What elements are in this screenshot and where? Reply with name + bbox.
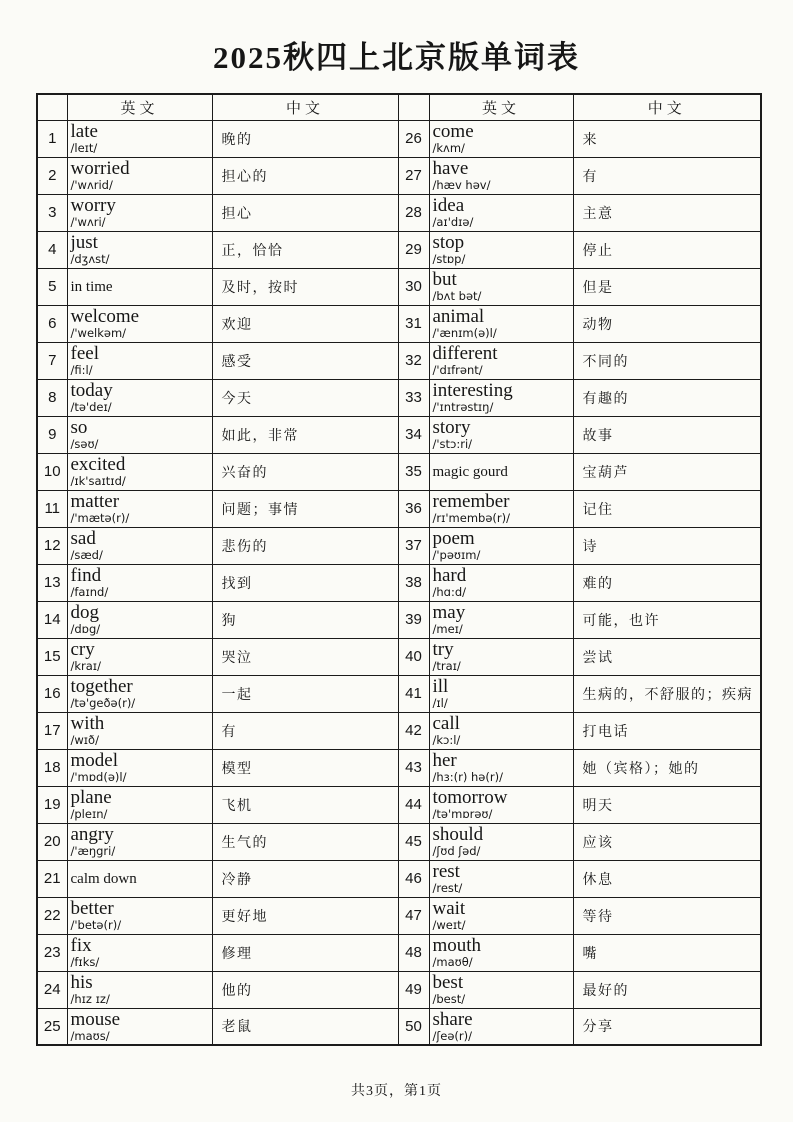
phonetic: /'ænɪm(ə)l/ — [432, 325, 497, 340]
chinese-meaning: 今天 — [212, 379, 398, 416]
chinese-meaning: 应该 — [573, 823, 761, 860]
english-cell — [67, 231, 212, 268]
english-word: today — [70, 379, 113, 401]
chinese-meaning: 找到 — [212, 564, 398, 601]
phonetic: /maʊθ/ — [432, 954, 473, 969]
table-row — [37, 379, 761, 416]
english-cell — [67, 897, 212, 934]
chinese-meaning: 他的 — [212, 971, 398, 1008]
table-row — [37, 712, 761, 749]
english-cell — [67, 638, 212, 675]
phonetic: /maʊs/ — [70, 1028, 110, 1043]
chinese-meaning: 及时，按时 — [212, 268, 398, 305]
english-cell — [67, 268, 212, 305]
chinese-meaning: 有 — [212, 712, 398, 749]
english-cell — [67, 786, 212, 823]
chinese-meaning: 兴奋的 — [212, 453, 398, 490]
english-word: just — [70, 231, 98, 253]
row-number: 40 — [398, 638, 429, 675]
row-number: 20 — [37, 823, 67, 860]
phonetic: /'wʌrid/ — [70, 177, 113, 192]
phonetic: /ɪl/ — [432, 695, 448, 710]
row-number: 11 — [37, 490, 67, 527]
chinese-meaning: 故事 — [573, 416, 761, 453]
phonetic: /meɪ/ — [432, 621, 463, 636]
phonetic: /'pəʊɪm/ — [432, 547, 481, 562]
english-cell — [429, 305, 573, 342]
phonetic: /'ɪntrəstɪŋ/ — [432, 399, 494, 414]
phonetic: /pleɪn/ — [70, 806, 108, 821]
english-word: fix — [70, 934, 92, 956]
english-cell — [429, 638, 573, 675]
phonetic: /kraɪ/ — [70, 658, 101, 673]
english-cell — [429, 860, 573, 897]
header-english-left: 英文 — [67, 94, 212, 120]
row-number: 24 — [37, 971, 67, 1008]
row-number: 44 — [398, 786, 429, 823]
phonetic: /stɒp/ — [432, 251, 466, 266]
english-word: have — [432, 157, 469, 179]
english-word: in time — [70, 278, 113, 295]
english-cell — [67, 1008, 212, 1045]
chinese-meaning: 不同的 — [573, 342, 761, 379]
row-number: 21 — [37, 860, 67, 897]
row-number: 29 — [398, 231, 429, 268]
english-cell — [429, 897, 573, 934]
english-word: hard — [432, 564, 467, 586]
english-cell — [67, 305, 212, 342]
phonetic: /tə'geðə(r)/ — [70, 695, 136, 710]
chinese-meaning: 来 — [573, 120, 761, 157]
english-cell — [429, 379, 573, 416]
table-row — [37, 823, 761, 860]
chinese-meaning: 但是 — [573, 268, 761, 305]
row-number: 31 — [398, 305, 429, 342]
english-word: cry — [70, 638, 95, 660]
english-word: magic gourd — [432, 463, 508, 480]
english-cell — [429, 564, 573, 601]
phonetic: /tə'mɒrəʊ/ — [432, 806, 493, 821]
phonetic: /'stɔ:ri/ — [432, 436, 473, 451]
phonetic: /bʌt bət/ — [432, 288, 482, 303]
english-word: remember — [432, 490, 510, 512]
header-chinese-left: 中文 — [212, 94, 398, 120]
phonetic: /sæd/ — [70, 547, 103, 562]
english-cell — [429, 934, 573, 971]
chinese-meaning: 更好地 — [212, 897, 398, 934]
chinese-meaning: 记住 — [573, 490, 761, 527]
row-number: 18 — [37, 749, 67, 786]
english-word: tomorrow — [432, 786, 508, 808]
phonetic: /rɪ'membə(r)/ — [432, 510, 510, 525]
english-word: different — [432, 342, 498, 364]
english-cell — [429, 786, 573, 823]
row-number: 17 — [37, 712, 67, 749]
english-cell — [67, 453, 212, 490]
chinese-meaning: 难的 — [573, 564, 761, 601]
english-word: stop — [432, 231, 465, 253]
table-row — [37, 638, 761, 675]
row-number: 49 — [398, 971, 429, 1008]
row-number: 22 — [37, 897, 67, 934]
table-row — [37, 157, 761, 194]
table-row — [37, 305, 761, 342]
row-number: 28 — [398, 194, 429, 231]
english-word: call — [432, 712, 460, 734]
english-cell — [67, 120, 212, 157]
english-word: rest — [432, 860, 460, 882]
chinese-meaning: 动物 — [573, 305, 761, 342]
english-cell — [67, 712, 212, 749]
english-word: best — [432, 971, 464, 993]
english-cell — [429, 453, 573, 490]
english-cell — [67, 971, 212, 1008]
english-cell — [67, 157, 212, 194]
chinese-meaning: 嘴 — [573, 934, 761, 971]
row-number: 50 — [398, 1008, 429, 1045]
table-row — [37, 749, 761, 786]
phonetic: /hɜ:(r) hə(r)/ — [432, 769, 503, 784]
chinese-meaning: 担心 — [212, 194, 398, 231]
english-word: together — [70, 675, 133, 697]
row-number: 36 — [398, 490, 429, 527]
english-cell — [429, 490, 573, 527]
row-number: 41 — [398, 675, 429, 712]
phonetic: /weɪt/ — [432, 917, 466, 932]
english-cell — [67, 675, 212, 712]
english-word: dog — [70, 601, 99, 623]
phonetic: /ʃeə(r)/ — [432, 1028, 472, 1043]
table-row — [37, 786, 761, 823]
chinese-meaning: 晚的 — [212, 120, 398, 157]
table-row — [37, 342, 761, 379]
table-row — [37, 231, 761, 268]
table-row — [37, 120, 761, 157]
row-number: 48 — [398, 934, 429, 971]
chinese-meaning: 生病的，不舒服的；疾病 — [573, 675, 761, 712]
word-table-body — [37, 120, 761, 1045]
phonetic: /'dɪfrənt/ — [432, 362, 483, 377]
chinese-meaning: 主意 — [573, 194, 761, 231]
english-word: with — [70, 712, 105, 734]
english-word: mouse — [70, 1008, 121, 1030]
row-number: 14 — [37, 601, 67, 638]
english-word: try — [432, 638, 454, 660]
english-word: but — [432, 268, 457, 290]
english-word: excited — [70, 453, 126, 475]
phonetic: /fi:l/ — [70, 362, 93, 377]
english-cell — [429, 527, 573, 564]
table-row — [37, 1008, 761, 1045]
row-number: 38 — [398, 564, 429, 601]
english-word: may — [432, 601, 466, 623]
phonetic: /səʊ/ — [70, 436, 99, 451]
row-number: 19 — [37, 786, 67, 823]
english-cell — [67, 934, 212, 971]
phonetic: /'mɒd(ə)l/ — [70, 769, 127, 784]
row-number: 15 — [37, 638, 67, 675]
english-cell — [67, 342, 212, 379]
table-row — [37, 527, 761, 564]
english-word: story — [432, 416, 471, 438]
chinese-meaning: 冷静 — [212, 860, 398, 897]
english-word: sad — [70, 527, 96, 549]
english-cell — [429, 416, 573, 453]
english-cell — [429, 231, 573, 268]
english-word: come — [432, 120, 474, 142]
chinese-meaning: 老鼠 — [212, 1008, 398, 1045]
english-cell — [429, 268, 573, 305]
phonetic: /kɔ:l/ — [432, 732, 461, 747]
english-cell — [429, 120, 573, 157]
english-word: angry — [70, 823, 114, 845]
english-word: matter — [70, 490, 120, 512]
english-word: share — [432, 1008, 473, 1030]
english-word: mouth — [432, 934, 482, 956]
header-blank-left — [37, 94, 67, 120]
english-word: better — [70, 897, 114, 919]
row-number: 26 — [398, 120, 429, 157]
english-word: interesting — [432, 379, 513, 401]
phonetic: /ɪk'saɪtɪd/ — [70, 473, 126, 488]
phonetic: /hɪz ɪz/ — [70, 991, 110, 1006]
chinese-meaning: 模型 — [212, 749, 398, 786]
row-number: 34 — [398, 416, 429, 453]
row-number: 25 — [37, 1008, 67, 1045]
row-number: 16 — [37, 675, 67, 712]
english-word: ill — [432, 675, 449, 697]
english-cell — [67, 749, 212, 786]
row-number: 33 — [398, 379, 429, 416]
chinese-meaning: 悲伤的 — [212, 527, 398, 564]
phonetic: /'wʌri/ — [70, 214, 106, 229]
row-number: 13 — [37, 564, 67, 601]
english-cell — [429, 194, 573, 231]
row-number: 8 — [37, 379, 67, 416]
phonetic: /hæv həv/ — [432, 177, 491, 192]
phonetic: /kʌm/ — [432, 140, 465, 155]
english-word: animal — [432, 305, 485, 327]
english-word: idea — [432, 194, 465, 216]
chinese-meaning: 担心的 — [212, 157, 398, 194]
phonetic: /'betə(r)/ — [70, 917, 122, 932]
english-word: poem — [432, 527, 475, 549]
phonetic: /rest/ — [432, 880, 463, 895]
phonetic: /fɪks/ — [70, 954, 100, 969]
row-number: 1 — [37, 120, 67, 157]
table-row — [37, 897, 761, 934]
row-number: 10 — [37, 453, 67, 490]
header-chinese-right: 中文 — [573, 94, 761, 120]
chinese-meaning: 一起 — [212, 675, 398, 712]
chinese-meaning: 狗 — [212, 601, 398, 638]
header-english-right: 英文 — [429, 94, 573, 120]
row-number: 12 — [37, 527, 67, 564]
english-cell — [429, 823, 573, 860]
english-cell — [67, 823, 212, 860]
table-row — [37, 860, 761, 897]
english-cell — [429, 712, 573, 749]
chinese-meaning: 如此，非常 — [212, 416, 398, 453]
row-number: 42 — [398, 712, 429, 749]
row-number: 39 — [398, 601, 429, 638]
table-row — [37, 675, 761, 712]
chinese-meaning: 停止 — [573, 231, 761, 268]
phonetic: /aɪ'dɪə/ — [432, 214, 474, 229]
english-cell — [429, 1008, 573, 1045]
english-cell — [67, 601, 212, 638]
english-word: wait — [432, 897, 466, 919]
table-row — [37, 490, 761, 527]
phonetic: /dʒʌst/ — [70, 251, 110, 266]
row-number: 4 — [37, 231, 67, 268]
row-number: 5 — [37, 268, 67, 305]
chinese-meaning: 欢迎 — [212, 305, 398, 342]
chinese-meaning: 感受 — [212, 342, 398, 379]
page-title: 2025秋四上北京版单词表 — [213, 40, 580, 75]
row-number: 32 — [398, 342, 429, 379]
chinese-meaning: 生气的 — [212, 823, 398, 860]
chinese-meaning: 有 — [573, 157, 761, 194]
chinese-meaning: 尝试 — [573, 638, 761, 675]
english-word: plane — [70, 786, 112, 808]
chinese-meaning: 休息 — [573, 860, 761, 897]
phonetic: /traɪ/ — [432, 658, 461, 673]
table-row — [37, 934, 761, 971]
chinese-meaning: 诗 — [573, 527, 761, 564]
chinese-meaning: 问题；事情 — [212, 490, 398, 527]
english-cell — [67, 527, 212, 564]
phonetic: /'mætə(r)/ — [70, 510, 130, 525]
english-cell — [429, 601, 573, 638]
row-number: 30 — [398, 268, 429, 305]
english-word: her — [432, 749, 457, 771]
chinese-meaning: 明天 — [573, 786, 761, 823]
english-cell — [67, 490, 212, 527]
phonetic: /tə'deɪ/ — [70, 399, 112, 414]
chinese-meaning: 打电话 — [573, 712, 761, 749]
row-number: 9 — [37, 416, 67, 453]
chinese-meaning: 哭泣 — [212, 638, 398, 675]
table-row — [37, 971, 761, 1008]
english-cell — [67, 194, 212, 231]
english-word: so — [70, 416, 88, 438]
english-cell — [429, 749, 573, 786]
phonetic: /leɪt/ — [70, 140, 98, 155]
english-cell — [67, 379, 212, 416]
english-word: worried — [70, 157, 130, 179]
row-number: 7 — [37, 342, 67, 379]
phonetic: /ʃʊd ʃəd/ — [432, 843, 481, 858]
header-blank-right — [398, 94, 429, 120]
phonetic: /wɪð/ — [70, 732, 99, 747]
table-row — [37, 453, 761, 490]
row-number: 27 — [398, 157, 429, 194]
phonetic: /'æŋgri/ — [70, 843, 116, 858]
phonetic: /dɒg/ — [70, 621, 101, 636]
english-word: feel — [70, 342, 99, 364]
vocab-table — [36, 93, 762, 1046]
chinese-meaning: 最好的 — [573, 971, 761, 1008]
row-number: 43 — [398, 749, 429, 786]
row-number: 23 — [37, 934, 67, 971]
english-cell — [429, 675, 573, 712]
phonetic: /faɪnd/ — [70, 584, 109, 599]
chinese-meaning: 可能，也许 — [573, 601, 761, 638]
row-number: 47 — [398, 897, 429, 934]
row-number: 37 — [398, 527, 429, 564]
table-row — [37, 601, 761, 638]
chinese-meaning: 等待 — [573, 897, 761, 934]
chinese-meaning: 宝葫芦 — [573, 453, 761, 490]
phonetic: /best/ — [432, 991, 466, 1006]
english-word: calm down — [70, 870, 137, 887]
english-word: his — [70, 971, 93, 993]
row-number: 2 — [37, 157, 67, 194]
english-cell — [67, 416, 212, 453]
table-row — [37, 194, 761, 231]
english-word: model — [70, 749, 118, 771]
row-number: 46 — [398, 860, 429, 897]
header-row — [37, 94, 761, 120]
page-footer: 共3页，第1页 — [351, 1084, 442, 1099]
english-cell — [67, 860, 212, 897]
english-cell — [429, 971, 573, 1008]
english-word: welcome — [70, 305, 140, 327]
row-number: 45 — [398, 823, 429, 860]
chinese-meaning: 飞机 — [212, 786, 398, 823]
table-row — [37, 564, 761, 601]
row-number: 3 — [37, 194, 67, 231]
row-number: 35 — [398, 453, 429, 490]
chinese-meaning: 正，恰恰 — [212, 231, 398, 268]
english-word: find — [70, 564, 102, 586]
row-number: 6 — [37, 305, 67, 342]
english-cell — [429, 157, 573, 194]
chinese-meaning: 分享 — [573, 1008, 761, 1045]
english-cell — [67, 564, 212, 601]
english-word: worry — [70, 194, 116, 216]
chinese-meaning: 修理 — [212, 934, 398, 971]
phonetic: /hɑ:d/ — [432, 584, 467, 599]
english-cell — [429, 342, 573, 379]
phonetic: /'welkəm/ — [70, 325, 127, 340]
english-word: should — [432, 823, 484, 845]
chinese-meaning: 她（宾格）；她的 — [573, 749, 761, 786]
table-row — [37, 416, 761, 453]
chinese-meaning: 有趣的 — [573, 379, 761, 416]
table-row — [37, 268, 761, 305]
english-word: late — [70, 120, 98, 142]
